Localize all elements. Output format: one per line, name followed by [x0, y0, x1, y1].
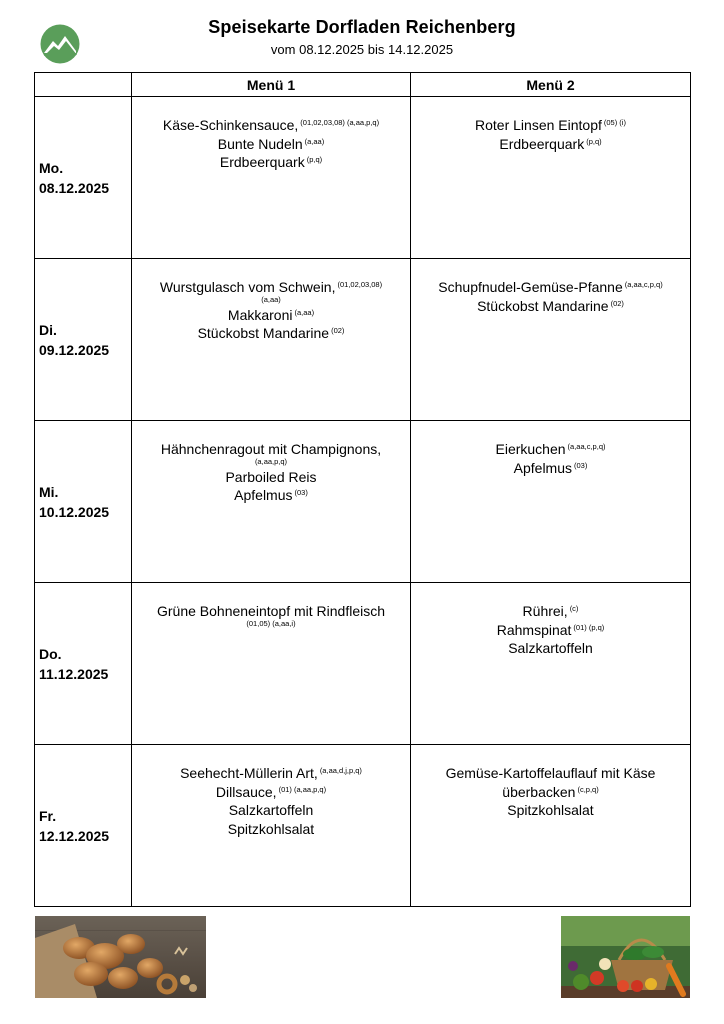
dish-name: Eierkuchen — [495, 441, 566, 457]
day-date: 08.12.2025 — [39, 179, 110, 196]
bread-photo — [35, 916, 206, 998]
dish-line — [411, 602, 690, 621]
day-name: Di. — [39, 321, 57, 338]
dish-name: Hähnchenragout mit Champignons, — [160, 441, 382, 457]
dish-line — [132, 135, 410, 154]
menu1-cell — [132, 421, 411, 583]
allergen-codes: (05) (i) — [603, 118, 626, 127]
allergen-codes: (a,aa) — [294, 307, 315, 317]
day-name: Do. — [39, 645, 62, 662]
dish-name: Grüne Bohneneintopf mit Rindfleisch — [156, 603, 386, 619]
allergen-codes-continued: (a,aa) — [261, 294, 281, 304]
allergen-codes: (c) — [569, 604, 579, 613]
dish-name: Rahmspinat — [496, 621, 572, 638]
menu2-cell — [411, 259, 691, 421]
allergen-codes: (02) — [331, 326, 345, 335]
dish-line — [411, 459, 690, 478]
day-row — [35, 745, 691, 907]
dish-line — [411, 639, 690, 658]
menu2-cell — [411, 745, 691, 907]
day-name: Mi. — [39, 483, 59, 500]
day-row — [35, 97, 691, 259]
menu-2-header: Menü 2 — [411, 73, 691, 97]
day-name: Fr. — [39, 807, 57, 824]
dish-line — [411, 440, 690, 459]
dish-line — [132, 324, 410, 343]
allergen-codes-continued: (a,aa,p,q) — [254, 456, 288, 466]
day-row — [35, 583, 691, 745]
allergen-codes: (02) — [610, 298, 624, 308]
menu2-cell — [411, 421, 691, 583]
dish-name: Gemüse-Kartoffelauflauf mit Käse — [445, 765, 656, 781]
day-cell — [35, 421, 132, 583]
dish-name: Rührei, — [522, 603, 568, 619]
menu2-cell — [411, 97, 691, 259]
dish-name: Wurstgulasch vom Schwein, — [159, 279, 336, 295]
dish-name: Spitzkohlsalat — [507, 802, 594, 818]
dish-name: Erdbeerquark — [499, 135, 585, 152]
menu1-cell — [132, 745, 411, 907]
dish-line — [132, 820, 410, 839]
dish-name: Salzkartoffeln — [228, 802, 314, 818]
day-cell — [35, 97, 132, 259]
dish-line — [132, 801, 410, 820]
day-row — [35, 421, 691, 583]
dish-line — [132, 783, 410, 802]
day-date: 11.12.2025 — [39, 665, 109, 682]
allergen-codes: (a,aa,c,p,q) — [624, 280, 663, 289]
menu-table — [34, 72, 691, 907]
dish-name: Seehecht-Müllerin Art, — [180, 765, 318, 781]
dish-name: Dillsauce, — [215, 783, 277, 800]
dish-line — [411, 764, 690, 783]
menu1-cell — [132, 583, 411, 745]
dish-name: Stückobst Mandarine — [197, 325, 330, 341]
dish-name: Makkaroni — [227, 306, 293, 323]
allergen-codes: (a,aa,d,j,p,q) — [319, 766, 362, 775]
dish-line — [411, 135, 690, 154]
dish-line — [132, 116, 410, 135]
day-cell — [35, 583, 132, 745]
dish-line — [411, 801, 690, 820]
dish-name: Käse-Schinkensauce, — [162, 117, 299, 133]
dish-line — [411, 116, 690, 135]
allergen-codes: (c,p,q) — [577, 784, 599, 794]
dish-line — [411, 278, 690, 297]
table-header-row — [35, 73, 691, 97]
date-range: vom 08.12.2025 bis 14.12.2025 — [270, 42, 454, 57]
day-row — [35, 259, 691, 421]
dish-name: Stückobst Mandarine — [477, 297, 609, 314]
day-date: 09.12.2025 — [39, 341, 110, 358]
allergen-codes: (01) (p,q) — [573, 622, 605, 632]
allergen-codes: (a,aa,c,p,q) — [567, 442, 606, 451]
dish-line — [132, 486, 410, 505]
corner-cell — [35, 73, 132, 97]
dish-name: Schupfnudel-Gemüse-Pfanne — [438, 279, 623, 295]
dish-name: Roter Linsen Eintopf — [475, 117, 602, 133]
day-date: 10.12.2025 — [39, 503, 110, 520]
dish-name: Apfelmus — [234, 487, 293, 503]
dish-line — [132, 306, 410, 325]
dish-line — [132, 468, 410, 487]
allergen-codes: (01) (a,aa,p,q) — [278, 784, 327, 794]
allergen-codes-continued: (01,05) (a,aa,i) — [246, 618, 296, 628]
dish-line — [411, 621, 690, 640]
page-title: Speisekarte Dorfladen Reichenberg — [208, 17, 516, 37]
dish-line — [411, 783, 690, 802]
menu2-cell — [411, 583, 691, 745]
allergen-codes: (01,02,03,08) (a,aa,p,q) — [300, 118, 380, 127]
day-cell — [35, 259, 132, 421]
allergen-codes: (03) — [294, 488, 308, 497]
dish-name: Erdbeerquark — [219, 154, 305, 170]
vegetables-photo — [561, 916, 690, 998]
allergen-codes: (p,q) — [586, 136, 602, 146]
day-date: 12.12.2025 — [39, 827, 110, 844]
menu1-cell — [132, 259, 411, 421]
dish-name: Spitzkohlsalat — [227, 820, 315, 837]
day-name: Mo. — [39, 159, 64, 176]
dish-line — [132, 764, 410, 783]
allergen-codes: (01,02,03,08) — [337, 280, 383, 289]
dish-name: Parboiled Reis — [225, 468, 317, 485]
allergen-codes: (p,q) — [306, 155, 323, 164]
allergen-codes: (a,aa) — [304, 136, 325, 146]
dish-line — [411, 297, 690, 316]
allergen-codes: (03) — [574, 460, 588, 470]
dish-name: überbacken — [502, 783, 576, 800]
menu1-cell — [132, 97, 411, 259]
dish-name: Apfelmus — [513, 459, 572, 476]
dish-name: Bunte Nudeln — [217, 135, 303, 152]
menu-1-header: Menü 1 — [132, 73, 411, 97]
day-cell — [35, 745, 132, 907]
dish-name: Salzkartoffeln — [508, 640, 593, 656]
dish-line — [132, 153, 410, 172]
